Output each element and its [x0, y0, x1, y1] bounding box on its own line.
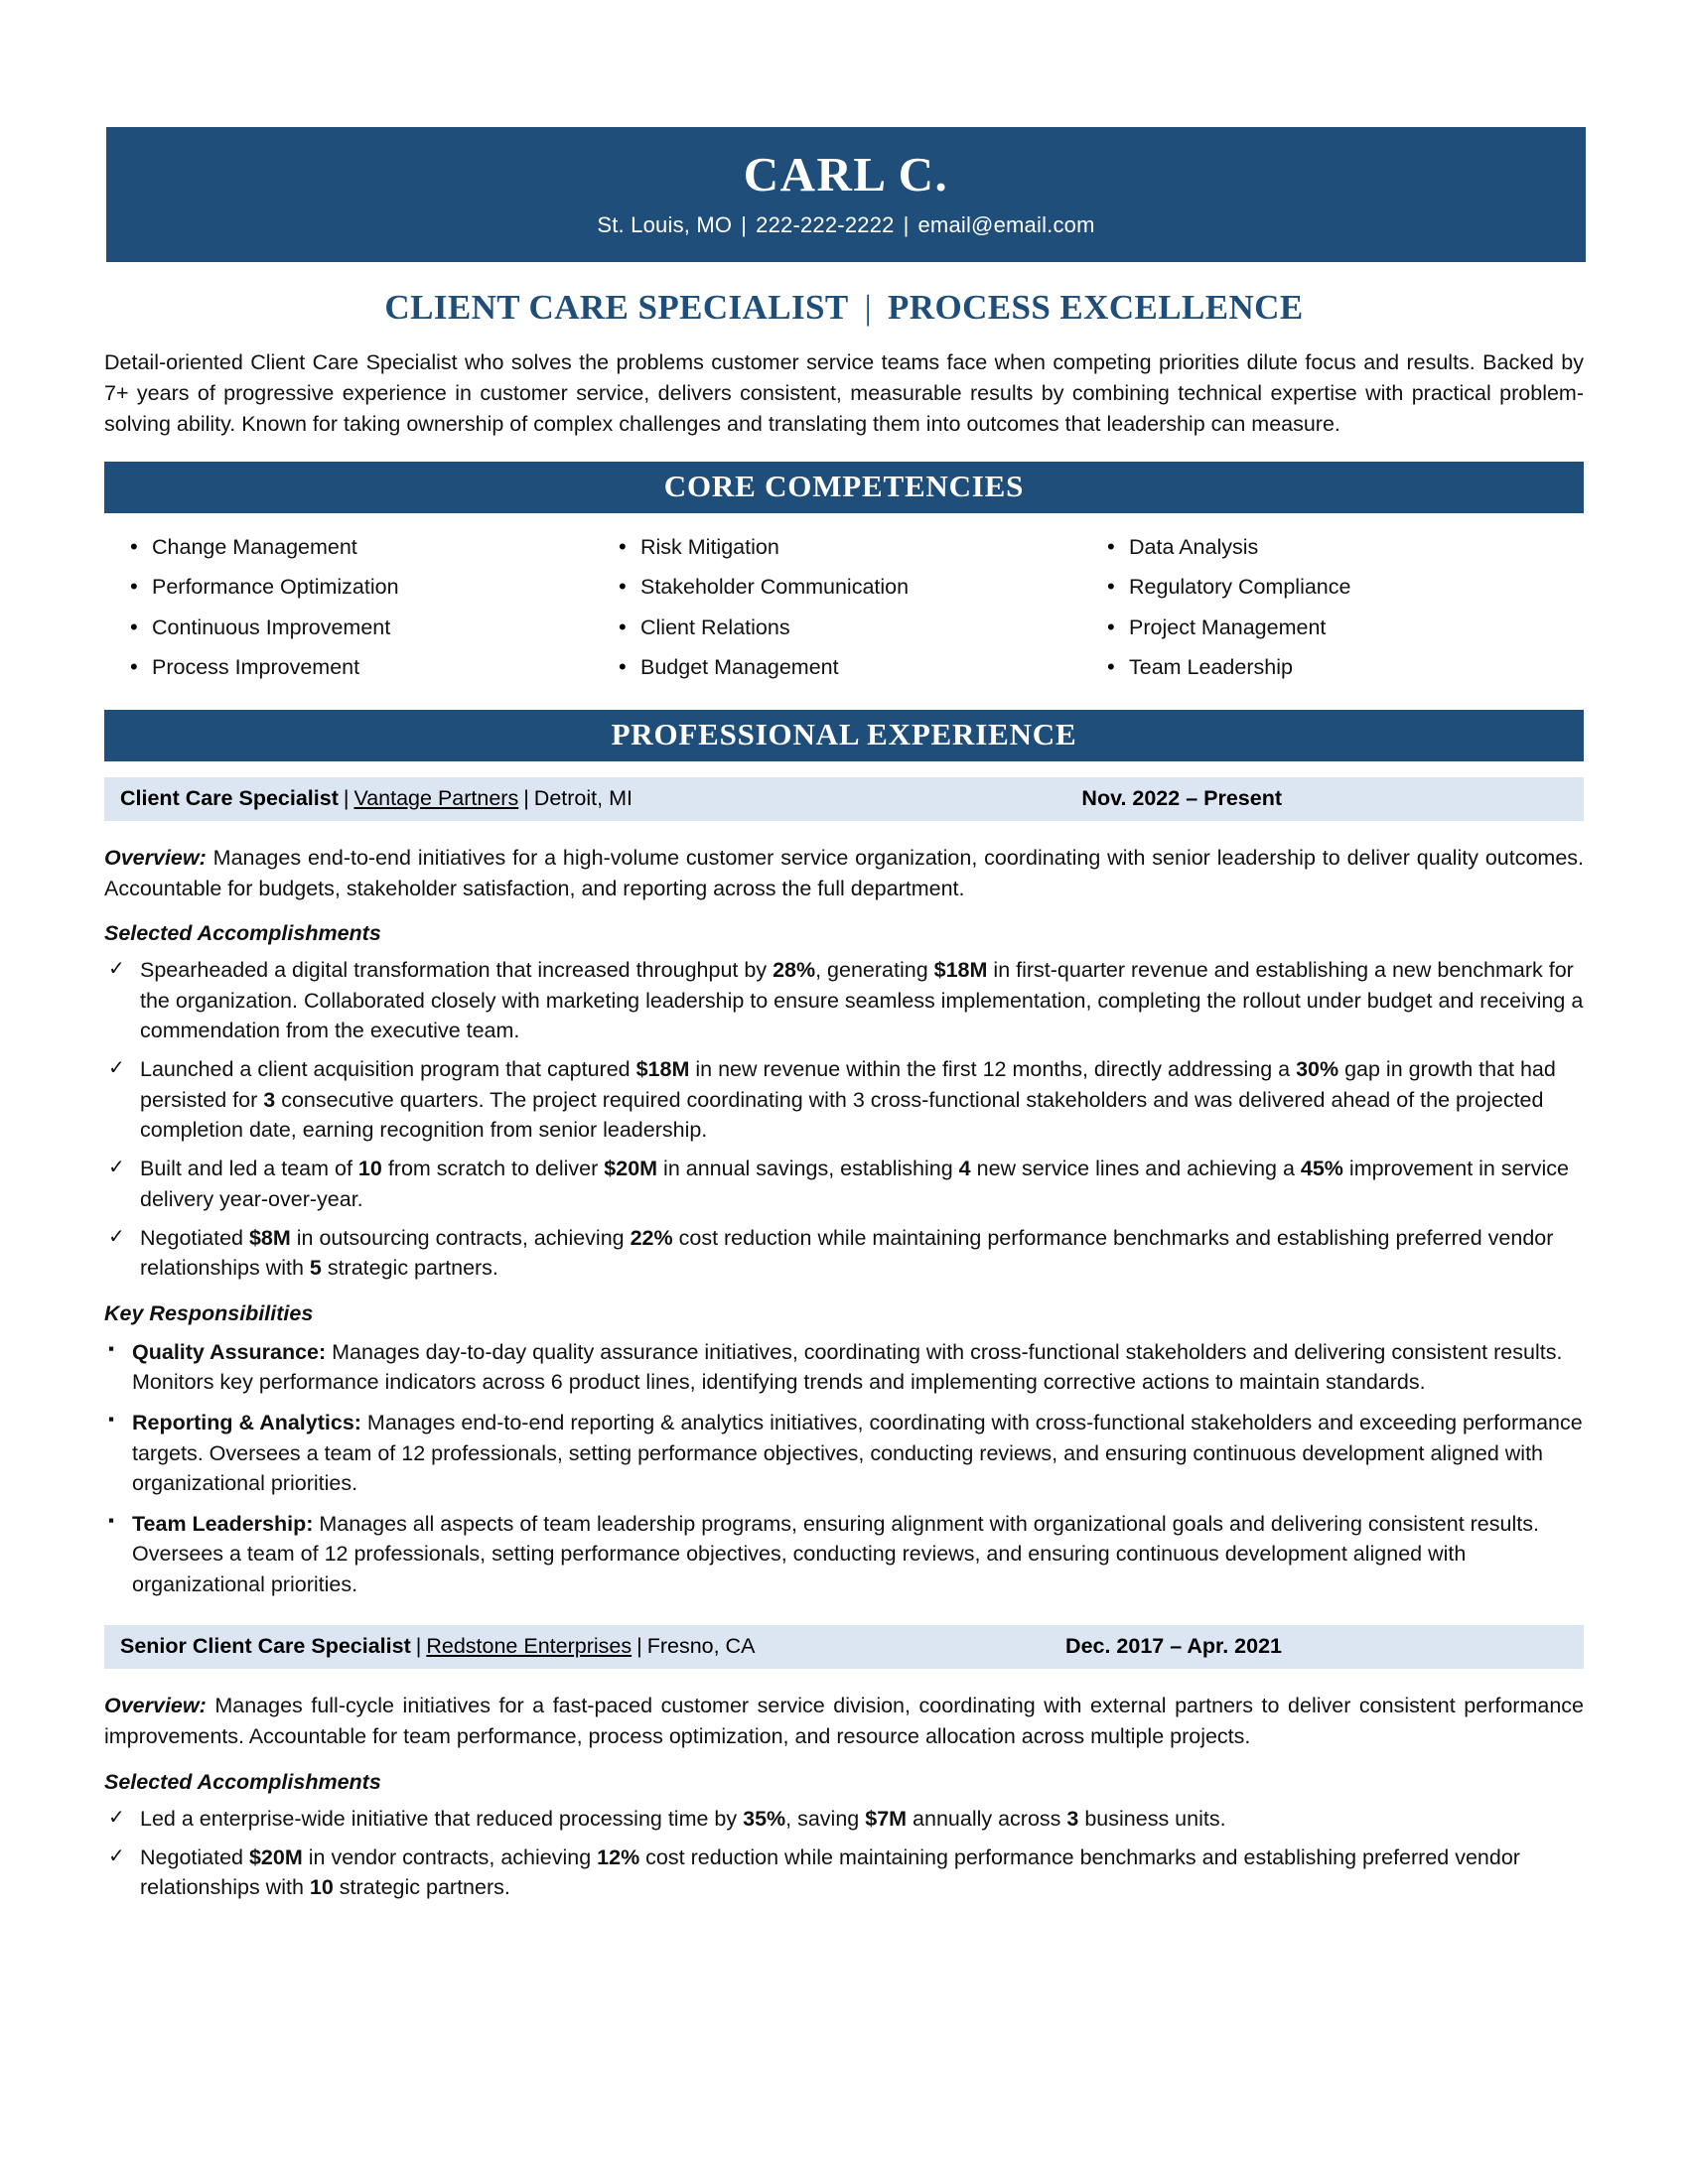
core-competency-item: • Budget Management	[607, 647, 1095, 688]
responsibility-term: Reporting & Analytics:	[132, 1411, 361, 1435]
accomplishment-item: ✓ Negotiated $8M in outsourcing contracts, achieving 22% cost reduction while maintaining performance benchmarks and establishing preferred vendor relationships with 5 strategic partners.	[104, 1223, 1584, 1284]
core-competency-item: • Regulatory Compliance	[1095, 567, 1584, 608]
accomplishments-list	[104, 955, 1584, 1283]
headline-right: PROCESS EXCELLENCE	[888, 288, 1304, 328]
contact-email[interactable]: email@email.com	[917, 212, 1095, 238]
job-title-company-location	[120, 786, 633, 811]
contact-phone[interactable]: 222-222-2222	[756, 212, 895, 238]
overview-text: Manages end-to-end initiatives for a high-volume customer service organization, coordinating with senior leadership to deliver quality outcomes. Accountable for budgets, stakeholder satisfaction, and reporting across the full department.	[104, 846, 1584, 900]
accomplishment-item: ✓ Negotiated $20M in vendor contracts, achieving 12% cost reduction while maintaining performance benchmarks and establishing preferred vendor relationships with 10 strategic partners.	[104, 1843, 1584, 1903]
job-company[interactable]: Redstone Enterprises	[426, 1634, 633, 1659]
candidate-name: CARL C.	[743, 147, 949, 202]
accomplishment-item: ✓ Led a enterprise-wide initiative that reduced processing time by 35%, saving $7M annually across 3 business units.	[104, 1804, 1584, 1834]
core-competency-item: • Continuous Improvement	[118, 608, 607, 648]
headline-separator: |	[864, 288, 873, 328]
responsibility-item	[104, 1509, 1584, 1599]
job-company[interactable]: Vantage Partners	[353, 786, 519, 811]
responsibilities-list	[104, 1337, 1584, 1600]
overview-label: Overview:	[104, 846, 207, 871]
core-competency-item: • Change Management	[118, 527, 607, 568]
job-dates: Nov. 2022 – Present	[1081, 786, 1282, 811]
accomplishment-item: ✓ Launched a client acquisition program that captured $18M in new revenue within the first 12 months, directly addressing a 30% gap in growth that had persisted for 3 consecutive quarters. The project required coordinating with 3 cross-functional stakeholders and was delivered ahead of the projected completion date, earning recognition from senior leadership.	[104, 1054, 1584, 1145]
experience-list	[104, 777, 1584, 1903]
contact-line	[106, 212, 1586, 238]
core-competency-item: • Client Relations	[607, 608, 1095, 648]
contact-separator-2: |	[903, 212, 910, 238]
section-banner-core-competencies: CORE COMPETENCIES	[104, 462, 1584, 513]
core-competency-item: • Project Management	[1095, 608, 1584, 648]
job-separator: |	[636, 1634, 642, 1659]
professional-summary: Detail-oriented Client Care Specialist who solves the problems customer service teams face when competing priorities dilute focus and results. Backed by 7+ years of progressive experience in customer service, delivers consistent, measurable results by combining technical expertise with practical problem-solving ability. Known for taking ownership of complex challenges and translating them into outcomes that leadership can measure.	[104, 350, 1584, 436]
core-competency-item: • Team Leadership	[1095, 647, 1584, 688]
responsibility-term: Quality Assurance:	[132, 1339, 327, 1364]
headline-left: CLIENT CARE SPECIALIST	[384, 288, 849, 328]
selected-accomplishments-heading: Selected Accomplishments	[104, 1769, 381, 1794]
job-location: Detroit, MI	[533, 786, 633, 811]
overview-text: Manages full-cycle initiatives for a fast-paced customer service division, coordinating with external partners to deliver consistent performance improvements. Accountable for team performance, process optimization, and resource allocation across multiple projects.	[104, 1694, 1584, 1748]
core-competency-item: • Data Analysis	[1095, 527, 1584, 568]
core-competency-item: • Stakeholder Communication	[607, 567, 1095, 608]
core-competencies-grid	[104, 527, 1584, 688]
contact-separator-1: |	[741, 212, 748, 238]
contact-location: St. Louis, MO	[597, 212, 733, 238]
core-competency-item: • Risk Mitigation	[607, 527, 1095, 568]
professional-headline	[104, 288, 1584, 328]
key-responsibilities-heading: Key Responsibilities	[104, 1300, 314, 1325]
accomplishment-item: ✓ Spearheaded a digital transformation that increased throughput by 28%, generating $18M in first-quarter revenue and establishing a new benchmark for the organization. Collaborated closely with marketing leadership to ensure seamless implementation, completing the rollout under budget and receiving a commendation from the executive team.	[104, 955, 1584, 1045]
responsibility-text: Manages end-to-end reporting & analytics initiatives, coordinating with cross-functional stakeholders and exceeding performance targets. Oversees a team of 12 professionals, setting performance objectives, conducting reviews, and ensuring continuous development aligned with organizational priorities.	[132, 1411, 1583, 1495]
core-competency-item: • Performance Optimization	[118, 567, 607, 608]
job-header-band	[104, 1625, 1584, 1669]
job-separator: |	[343, 786, 350, 811]
accomplishment-item: ✓ Built and led a team of 10 from scratch to deliver $20M in annual savings, establishing 4 new service lines and achieving a 45% improvement in service delivery year-over-year.	[104, 1154, 1584, 1214]
responsibility-item	[104, 1408, 1584, 1498]
name-header-bar	[106, 127, 1586, 262]
job-location: Fresno, CA	[646, 1634, 756, 1659]
job-overview	[104, 843, 1584, 903]
job-separator: |	[523, 786, 529, 811]
job-dates: Dec. 2017 – Apr. 2021	[1065, 1634, 1282, 1659]
section-banner-professional-experience: PROFESSIONAL EXPERIENCE	[104, 710, 1584, 761]
responsibility-text: Manages all aspects of team leadership programs, ensuring alignment with organizational goals and delivering consistent results. Oversees a team of 12 professionals, setting performance objectives, conducting reviews, and ensuring continuous development aligned with organizational priorities.	[132, 1512, 1539, 1596]
job-block	[104, 1625, 1584, 1902]
responsibility-item	[104, 1337, 1584, 1398]
responsibility-text: Manages day-to-day quality assurance initiatives, coordinating with cross-functional stakeholders and delivering consistent results. Monitors key performance indicators across 6 product lines, identifying trends and implementing corrective actions to maintain standards.	[132, 1339, 1563, 1394]
resume-content	[104, 0, 1584, 1903]
selected-accomplishments-heading: Selected Accomplishments	[104, 921, 381, 946]
overview-label: Overview:	[104, 1694, 207, 1718]
job-block	[104, 777, 1584, 1599]
job-title-company-location	[120, 1634, 755, 1659]
core-competency-item: • Process Improvement	[118, 647, 607, 688]
job-title: Senior Client Care Specialist	[120, 1634, 411, 1659]
job-separator: |	[415, 1634, 422, 1659]
job-title: Client Care Specialist	[120, 786, 339, 811]
responsibility-term: Team Leadership:	[132, 1512, 314, 1537]
job-overview	[104, 1691, 1584, 1751]
job-header-band	[104, 777, 1584, 821]
accomplishments-list	[104, 1804, 1584, 1903]
